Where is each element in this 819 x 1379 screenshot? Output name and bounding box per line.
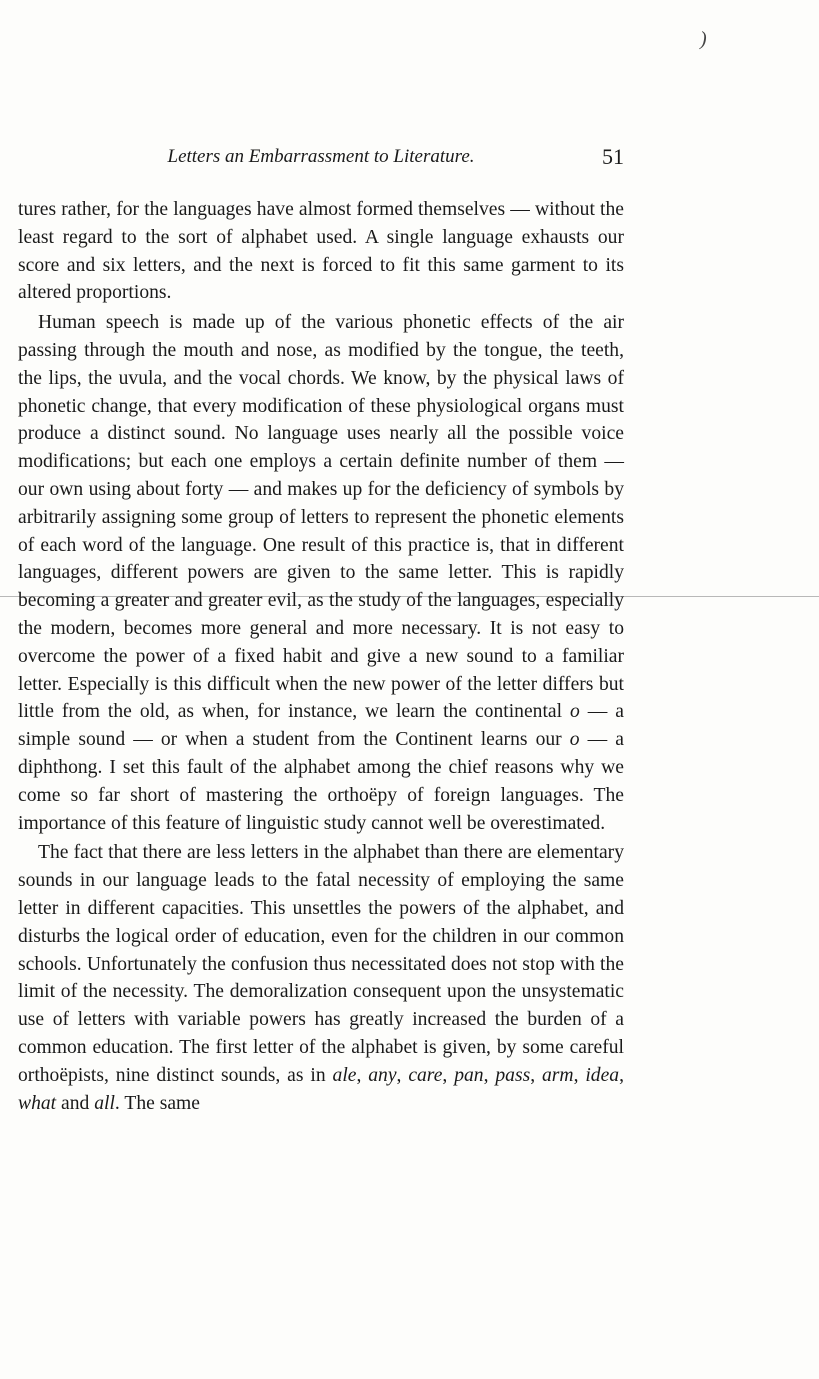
- paragraph-2-text: Human speech is made up of the various phonetic effects of the air passing through the mouth and nose, as modified by the tongue, the teeth, the lips, the uvula, and the vocal chords. We know, by the physical laws of phonetic change, that every modification of these physiological organs must produce a distinct sound. No language uses nearly all the possible voice modifications; but each one employs a certain definite number of them — our own using about forty — and makes up for the deficiency of symbols by arbitrarily assigning some group of letters to represent the phonetic elements of each word of the language. One result of this practice is, that in different languages, different powers are given to the same letter. This is rapidly becoming a greater and greater evil, as the study of the languages, especially the modern, becomes more general and more necessary. It is not easy to overcome the power of a fixed habit and give a new sound to a familiar letter. Especially is this difficult when the new power of the letter differs but little from the old, as when, for instance, we learn: [18, 312, 624, 723]
- corner-mark: ): [700, 28, 707, 50]
- page-number: 51: [602, 144, 624, 169]
- paragraph-2-continental: the continental: [443, 701, 570, 723]
- paragraph-2: [18, 309, 624, 837]
- paragraph-3-text: The fact that there are less letters in the alphabet than there are elementary sounds in our language leads to the fatal necessity of employing the same letter in different capacities. This unsettles the powers of the alphabet, and disturbs the logical order of education, even for the children in our common schools. Unfortunately the confusion thus necessitated does not stop with the limit of the necessity. The demoralization consequent upon the unsystematic use of letters with variable powers has greatly increased the burden of a common education. The first letter of the alphabet is given, by some careful orthoëpists, nine distinct sounds, as in: [18, 842, 624, 1086]
- and-word: and: [61, 1092, 90, 1114]
- example-word: care: [408, 1064, 443, 1086]
- letter-o-example-2: o: [569, 729, 580, 751]
- example-word: pan: [454, 1064, 484, 1086]
- paragraph-1: tures rather, for the languages have almost formed themselves — without the least regard to the sort of alphabet used. A single language exhausts our score and six letters, and the next is forced to fit this same garment to its altered proportions.: [18, 199, 624, 304]
- running-title: Letters an Embarrassment to Literature.: [167, 146, 475, 167]
- paragraph-3-end: The same: [119, 1092, 200, 1114]
- example-word: idea: [585, 1064, 620, 1086]
- example-word: arm: [542, 1064, 574, 1086]
- body-text: [18, 196, 624, 1117]
- example-word: ale: [332, 1064, 357, 1086]
- example-word: what: [18, 1092, 57, 1114]
- paragraph-3: The fact that there are less letters in the alphabet than there are elementary sounds in our language leads to the fatal necessity of employing the same letter in different capacities. This unsettles the powers of the alphabet, and disturbs the logical order of education, even for the children in our common schools. Unfortunately the confusion thus necessitated does not stop with the limit of the necessity. The demoralization consequent upon the unsystematic use of letters with variable powers has greatly increased the burden of a common education. The first letter of the alphabet is given, by some careful orthoëpists, nine distinct sounds, as in ale, any, care, pan, pass, arm, idea, what and all. The same: [18, 842, 624, 1114]
- paragraph-2-mid: — a simple sound — or when a student from the Continent learns our: [18, 701, 624, 751]
- example-word: pass: [495, 1064, 531, 1086]
- example-word: any: [368, 1064, 397, 1086]
- example-word-last: all: [94, 1092, 115, 1114]
- letter-o-example-1: o: [569, 701, 580, 723]
- paragraph-2-end: — a diphthong. I set this fault of the alphabet among the chief reasons why we come so far short of mastering the orthoëpy of foreign languages. The importance of this feature of linguistic study cannot well be overestimated.: [18, 729, 624, 834]
- running-head: [18, 142, 624, 172]
